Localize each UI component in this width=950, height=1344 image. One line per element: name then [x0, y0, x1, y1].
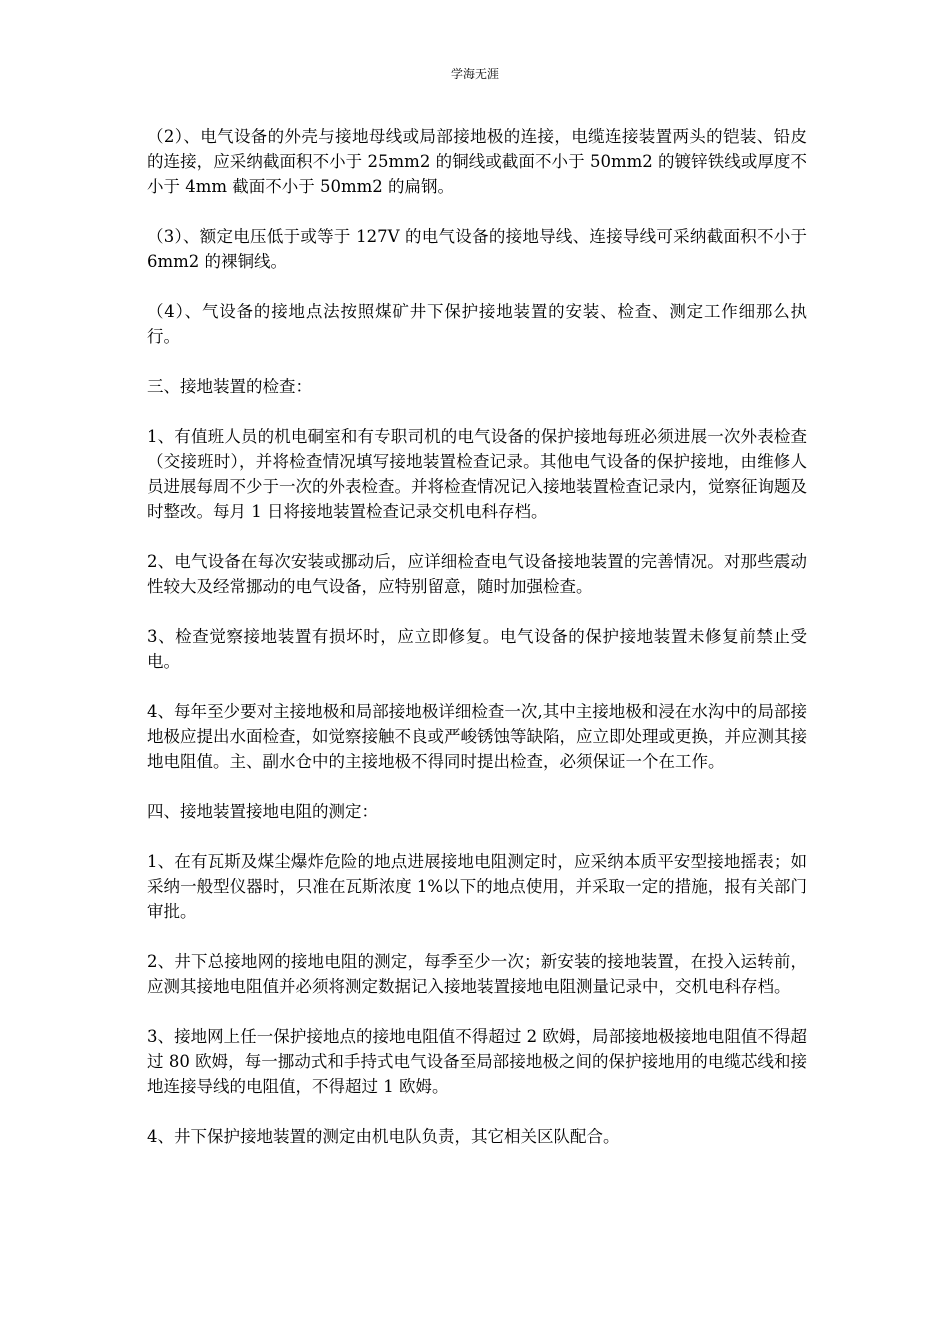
inspection-item-3: 3、检查觉察接地装置有损坏时，应立即修复。电气设备的保护接地装置未修复前禁止受电。	[147, 627, 807, 671]
section-heading-inspection: 三、接地装置的检查：	[147, 377, 312, 396]
page-header: 学海无涯	[450, 67, 499, 81]
measurement-item-2: 2、井下总接地网的接地电阻的测定，每季至少一次；新安装的接地装置，在投入运转前，应测其接地电阻值并必须将测定数据记入接地装置接地电阻测量记录中，交机电科存档。	[147, 952, 807, 996]
measurement-item-3: 3、接地网上任一保护接地点的接地电阻值不得超过 2 欧姆，局部接地极接地电阻值不得超过 80 欧姆，每一挪动式和手持式电气设备至局部接地极之间的保护接地用的电缆芯线和接地连接导线的电阻值，不得超过 1 欧姆。	[147, 1027, 807, 1096]
measurement-item-4: 4、井下保护接地装置的测定由机电队负责，其它相关区队配合。	[147, 1127, 620, 1146]
document-body	[147, 124, 807, 1174]
paragraph-3-low-voltage-conductor: （3）、额定电压低于或等于 127V 的电气设备的接地导线、连接导线可采纳截面积不小于 6mm2 的裸铜线。	[147, 227, 807, 271]
inspection-item-4: 4、每年至少要对主接地极和局部接地极详细检查一次,其中主接地极和浸在水沟中的局部接地极应提出水面检查，如觉察接触不良或严峻锈蚀等缺陷，应立即处理或更换，并应测其接地电阻值。主、副水仓中的主接地极不得同时提出检查，必须保证一个在工作。	[147, 702, 807, 771]
section-heading-resistance-measurement: 四、接地装置接地电阻的测定：	[147, 802, 378, 821]
inspection-item-2: 2、电气设备在每次安装或挪动后，应详细检查电气设备接地装置的完善情况。对那些震动性较大及经常挪动的电气设备，应特别留意，随时加强检查。	[147, 552, 807, 596]
measurement-item-1: 1、在有瓦斯及煤尘爆炸危险的地点进展接地电阻测定时，应采纳本质平安型接地摇表；如采纳一般型仪器时，只准在瓦斯浓度 1%以下的地点使用，并采取一定的措施，报有关部门审批。	[147, 852, 807, 921]
paragraph-4-installation-rules: （4）、气设备的接地点法按照煤矿井下保护接地装置的安装、检查、测定工作细那么执行。	[147, 302, 807, 346]
inspection-item-1: 1、有值班人员的机电硐室和有专职司机的电气设备的保护接地每班必须进展一次外表检查（交接班时），并将检查情况填写接地装置检查记录。其他电气设备的保护接地，由维修人员进展每周不少于一次的外表检查。并将检查情况记入接地装置检查记录内，觉察征询题及时整改。每月 1 日将接地装置检查记录交机电科存档。	[147, 427, 807, 521]
paragraph-2-grounding-connection: （2）、电气设备的外壳与接地母线或局部接地极的连接，电缆连接装置两头的铠装、铅皮的连接，应采纳截面积不小于 25mm2 的铜线或截面不小于 50mm2 的镀锌铁线或厚度不小于 4mm 截面不小于 50mm2 的扁钢。	[147, 127, 807, 196]
